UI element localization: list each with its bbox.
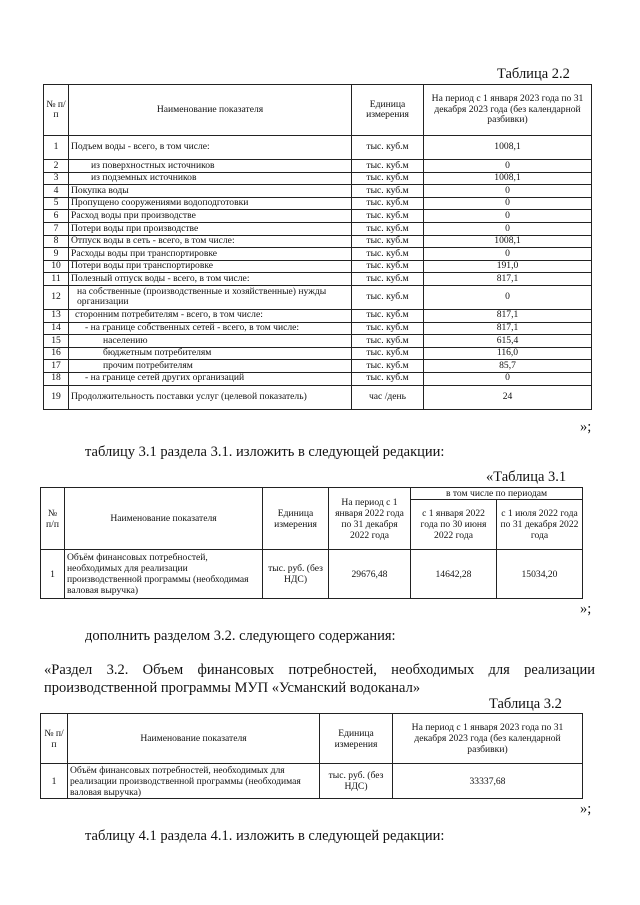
cell-value: 1008,1 xyxy=(424,172,592,185)
cell-value: 85,7 xyxy=(424,360,592,373)
cell-unit: тыс. куб.м xyxy=(352,197,424,210)
cell-name: Объём финансовых потребностей, необходимых для реализации производственной программы (необходимая валовая выручка) xyxy=(68,764,320,799)
cell-name: из подземных источников xyxy=(69,172,352,185)
cell-value: 0 xyxy=(424,160,592,173)
end-mark-1: »; xyxy=(580,419,592,435)
cell-name: Расходы воды при транспортировке xyxy=(69,248,352,261)
cell-num: 2 xyxy=(44,160,69,173)
cell-unit: тыс. куб.м xyxy=(352,248,424,261)
cell-num: 1 xyxy=(44,136,69,160)
cell-num: 6 xyxy=(44,210,69,223)
cell-unit: тыс. куб.м xyxy=(352,285,424,309)
cell-name: Отпуск воды в сеть - всего, в том числе: xyxy=(69,235,352,248)
cell-value: 116,0 xyxy=(424,347,592,360)
cell-unit: тыс. руб. (без НДС) xyxy=(320,764,393,799)
cell-num: 1 xyxy=(41,764,68,799)
cell-unit: тыс. куб.м xyxy=(352,185,424,198)
cell-value: 817,1 xyxy=(424,273,592,286)
section-3-2-heading: «Раздел 3.2. Объем финансовых потребностей, необходимых для реализации производственной программы МУП «Усманский водоканал» xyxy=(44,662,595,696)
table-row xyxy=(44,185,592,198)
table-row xyxy=(44,160,592,173)
table-row xyxy=(44,322,592,335)
cell-num: 8 xyxy=(44,235,69,248)
cell-unit: тыс. куб.м xyxy=(352,172,424,185)
col-header-unit: Единица измерения xyxy=(352,85,424,136)
cell-name: Подъем воды - всего, в том числе: xyxy=(69,136,352,160)
col-header-num: № п/п xyxy=(41,488,65,550)
cell-value: 191,0 xyxy=(424,260,592,273)
cell-unit: тыс. куб.м xyxy=(352,160,424,173)
cell-num: 4 xyxy=(44,185,69,198)
cell-value: 1008,1 xyxy=(424,235,592,248)
cell-name: Потери воды при производстве xyxy=(69,222,352,235)
table-row xyxy=(44,260,592,273)
table-2-2 xyxy=(43,84,592,410)
table-row xyxy=(44,248,592,261)
table-row xyxy=(44,285,592,309)
cell-name: Полезный отпуск воды - всего, в том числе: xyxy=(69,273,352,286)
paragraph-table-3-1-intro: таблицу 3.1 раздела 3.1. изложить в следующей редакции: xyxy=(85,444,445,460)
cell-name: населению xyxy=(69,335,352,348)
table-row xyxy=(44,172,592,185)
cell-name: Расход воды при производстве xyxy=(69,210,352,223)
col-header-period-1: с 1 января 2022 года по 30 июня 2022 года xyxy=(411,500,497,550)
cell-num: 9 xyxy=(44,248,69,261)
cell-num: 13 xyxy=(44,309,69,322)
paragraph-section-3-2-intro: дополнить разделом 3.2. следующего содержания: xyxy=(85,628,396,644)
col-header-num: № п/п xyxy=(44,85,69,136)
table-row xyxy=(44,347,592,360)
cell-unit: тыс. куб.м xyxy=(352,309,424,322)
table-row xyxy=(44,372,592,385)
cell-num: 17 xyxy=(44,360,69,373)
cell-unit: тыс. куб.м xyxy=(352,372,424,385)
cell-name: прочим потребителям xyxy=(69,360,352,373)
cell-num: 16 xyxy=(44,347,69,360)
table-3-1-caption: «Таблица 3.1 xyxy=(486,469,567,485)
table-row xyxy=(44,273,592,286)
cell-period-2: 15034,20 xyxy=(497,550,583,599)
cell-name: - на границе собственных сетей - всего, в том числе: xyxy=(69,322,352,335)
cell-value: 1008,1 xyxy=(424,136,592,160)
end-mark-2: »; xyxy=(580,601,592,617)
cell-value: 24 xyxy=(424,385,592,409)
col-header-group: в том числе по периодам xyxy=(411,488,583,500)
col-header-period-2: с 1 июля 2022 года по 31 декабря 2022 года xyxy=(497,500,583,550)
cell-name: бюджетным потребителям xyxy=(69,347,352,360)
paragraph-table-4-1-intro: таблицу 4.1 раздела 4.1. изложить в следующей редакции: xyxy=(85,828,445,844)
cell-name: сторонним потребителям - всего, в том числе: xyxy=(69,309,352,322)
col-header-period: На период с 1 января 2023 года по 31 декабря 2023 года (без календарной разбивки) xyxy=(393,714,583,764)
table-row xyxy=(41,550,583,599)
cell-num: 1 xyxy=(41,550,65,599)
cell-unit: тыс. куб.м xyxy=(352,335,424,348)
cell-unit: час /день xyxy=(352,385,424,409)
cell-name: на собственные (производственные и хозяйственные) нужды организации xyxy=(69,285,352,309)
cell-num: 11 xyxy=(44,273,69,286)
table-3-1 xyxy=(40,487,583,599)
cell-value: 817,1 xyxy=(424,309,592,322)
cell-unit: тыс. куб.м xyxy=(352,347,424,360)
cell-value: 0 xyxy=(424,210,592,223)
table-row xyxy=(44,235,592,248)
cell-total: 29676,48 xyxy=(329,550,411,599)
table-3-2 xyxy=(40,713,583,799)
cell-unit: тыс. руб. (без НДС) xyxy=(263,550,329,599)
cell-num: 12 xyxy=(44,285,69,309)
table-row xyxy=(44,385,592,409)
col-header-unit: Единица измерения xyxy=(320,714,393,764)
table-row xyxy=(44,335,592,348)
cell-name: Потери воды при транспортировке xyxy=(69,260,352,273)
cell-value: 0 xyxy=(424,185,592,198)
table-row xyxy=(41,764,583,799)
cell-name: Продолжительность поставки услуг (целевой показатель) xyxy=(69,385,352,409)
cell-num: 14 xyxy=(44,322,69,335)
cell-name: Пропущено сооружениями водоподготовки xyxy=(69,197,352,210)
col-header-period: На период с 1 января 2022 года по 31 декабря 2022 года xyxy=(329,488,411,550)
table-2-2-caption: Таблица 2.2 xyxy=(497,66,570,82)
cell-value: 0 xyxy=(424,197,592,210)
cell-num: 5 xyxy=(44,197,69,210)
table-row xyxy=(44,360,592,373)
table-row xyxy=(44,309,592,322)
cell-value: 615,4 xyxy=(424,335,592,348)
col-header-period: На период с 1 января 2023 года по 31 декабря 2023 года (без календарной разбивки) xyxy=(424,85,592,136)
cell-num: 18 xyxy=(44,372,69,385)
cell-num: 10 xyxy=(44,260,69,273)
cell-num: 7 xyxy=(44,222,69,235)
table-row xyxy=(44,210,592,223)
cell-num: 3 xyxy=(44,172,69,185)
cell-unit: тыс. куб.м xyxy=(352,360,424,373)
col-header-name: Наименование показателя xyxy=(65,488,263,550)
cell-name: из поверхностных источников xyxy=(69,160,352,173)
cell-unit: тыс. куб.м xyxy=(352,136,424,160)
cell-name: - на границе сетей других организаций xyxy=(69,372,352,385)
table-3-2-caption: Таблица 3.2 xyxy=(489,696,562,712)
cell-unit: тыс. куб.м xyxy=(352,273,424,286)
cell-name: Покупка воды xyxy=(69,185,352,198)
cell-num: 19 xyxy=(44,385,69,409)
cell-period-1: 14642,28 xyxy=(411,550,497,599)
cell-num: 15 xyxy=(44,335,69,348)
table-row xyxy=(44,222,592,235)
cell-value: 0 xyxy=(424,372,592,385)
cell-value: 0 xyxy=(424,222,592,235)
col-header-unit: Единица измерения xyxy=(263,488,329,550)
cell-value: 0 xyxy=(424,248,592,261)
col-header-name: Наименование показателя xyxy=(69,85,352,136)
col-header-name: Наименование показателя xyxy=(68,714,320,764)
cell-value: 33337,68 xyxy=(393,764,583,799)
end-mark-3: »; xyxy=(580,801,592,817)
cell-unit: тыс. куб.м xyxy=(352,322,424,335)
cell-unit: тыс. куб.м xyxy=(352,210,424,223)
cell-unit: тыс. куб.м xyxy=(352,235,424,248)
table-row xyxy=(44,136,592,160)
cell-value: 0 xyxy=(424,285,592,309)
cell-unit: тыс. куб.м xyxy=(352,222,424,235)
cell-unit: тыс. куб.м xyxy=(352,260,424,273)
table-row xyxy=(44,197,592,210)
col-header-num: № п/п xyxy=(41,714,68,764)
cell-value: 817,1 xyxy=(424,322,592,335)
cell-name: Объём финансовых потребностей, необходимых для реализации производственной программы (необходимая валовая выручка) xyxy=(65,550,263,599)
